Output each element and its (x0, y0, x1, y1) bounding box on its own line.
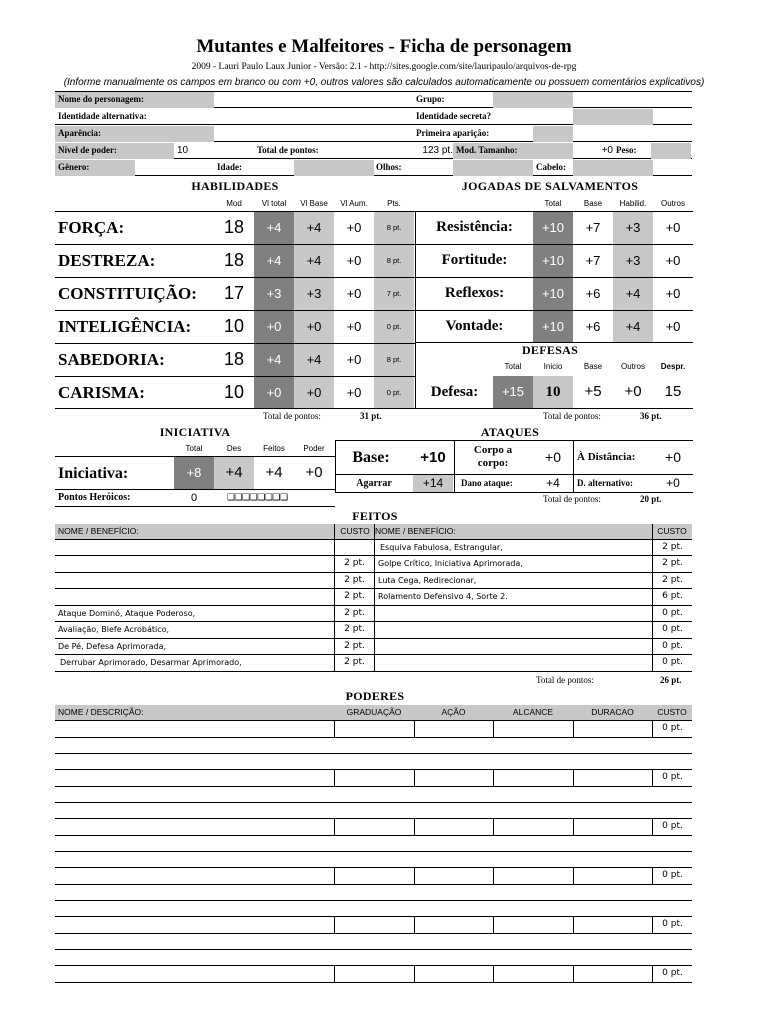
feat-name[interactable]: Luta Cega, Redirecionar, (378, 576, 477, 585)
defense-row (416, 376, 693, 409)
name-label: Nome do personagem: (55, 92, 214, 108)
save-hab: +3 (625, 253, 641, 268)
feats-col-cost-left: CUSTO (340, 526, 370, 536)
abilities-col-pts: Pts. (387, 199, 401, 208)
abilities-col-aum: Vl Aum. (340, 199, 368, 208)
feats-title: FEITOS (352, 509, 398, 523)
save-base[interactable]: +6 (585, 319, 601, 334)
size-mod-value[interactable]: +0 (601, 145, 613, 156)
save-name: Fortitude: (441, 252, 508, 268)
power-cost: 0 pt. (662, 772, 683, 782)
feat-cost: 2 pt. (344, 657, 365, 667)
total-points-label: Total de pontos: (257, 145, 319, 155)
powers-col-grad: GRADUAÇÃO (346, 707, 402, 717)
feat-cost: 2 pt. (344, 575, 365, 585)
saves-col-outros: Outros (660, 199, 685, 208)
feat-cost: 2 pt. (344, 608, 365, 618)
power-cost: 0 pt. (662, 919, 683, 929)
ability-row (55, 376, 415, 409)
ability-aum[interactable]: +0 (346, 385, 362, 400)
ability-aum[interactable]: +0 (346, 253, 362, 268)
ability-mod[interactable]: 17 (223, 283, 245, 303)
powers-col-duracao: DURACAO (591, 707, 634, 717)
hero-points-row (55, 490, 335, 507)
ability-mod[interactable]: 10 (223, 382, 245, 402)
power-cost: 0 pt. (662, 723, 683, 733)
sheet-note: (Informe manualmente os campos em branco ou com +0, outros valores são calculados automaticamente ou possuem comentários explicativos) (63, 77, 705, 88)
attack-base-label: Base: (352, 449, 390, 466)
power-block (55, 965, 692, 985)
grapple-label: Agarrar (356, 478, 392, 489)
feat-name[interactable]: Avaliação, Blefe Acrobático, (58, 625, 170, 634)
defenses-col-inicio: Inicio (543, 362, 563, 371)
ability-base: +3 (306, 286, 322, 301)
save-total: +10 (541, 253, 565, 268)
abilities-total-label: Total de pontos: (263, 411, 321, 421)
ability-total: +0 (266, 385, 282, 400)
save-base[interactable]: +7 (585, 220, 601, 235)
save-base[interactable]: +7 (585, 253, 601, 268)
feat-cost: 0 pt. (662, 657, 683, 667)
initiative-row (55, 456, 335, 490)
powers-col-custo: CUSTO (657, 707, 687, 717)
defenses-col-base: Base (583, 362, 603, 371)
save-total: +10 (541, 319, 565, 334)
group-field[interactable] (493, 92, 573, 108)
save-row (416, 310, 693, 343)
hero-points-value[interactable]: 0 (190, 492, 198, 504)
attacks-total-label: Total de pontos: (543, 494, 601, 504)
ability-name: INTELIGÊNCIA: (58, 317, 192, 336)
hair-label: Cabelo: (536, 162, 566, 172)
feat-cost: 0 pt. (662, 641, 683, 651)
saves-col-hab: Habilid. (619, 199, 647, 208)
eyes-field[interactable] (453, 160, 533, 176)
ability-total: +4 (266, 352, 282, 367)
ability-base: +0 (306, 385, 322, 400)
hero-points-label: Pontos Heróicos: (58, 492, 131, 503)
power-block (55, 720, 692, 769)
ability-base: +4 (306, 220, 322, 235)
ability-row (55, 244, 415, 277)
saves-col-total: Total (544, 199, 562, 208)
saves-table (416, 211, 693, 343)
feat-cost: 6 pt. (662, 591, 683, 601)
defense-outros[interactable]: +0 (624, 383, 642, 400)
feat-cost: 2 pt. (344, 591, 365, 601)
ability-name: CONSTITUIÇÃO: (58, 284, 197, 303)
initiative-name: Iniciativa: (58, 465, 129, 482)
save-name: Reflexos: (444, 285, 505, 301)
eyes-label: Olhos: (376, 162, 402, 172)
feat-name[interactable]: Rolamento Defensivo 4, Sorte 2. (378, 592, 508, 601)
feat-cost: 2 pt. (344, 558, 365, 568)
damage-label: Dano ataque: (461, 478, 513, 488)
save-base[interactable]: +6 (585, 286, 601, 301)
save-total: +10 (541, 220, 565, 235)
feat-name[interactable]: Ataque Dominó, Ataque Poderoso, (58, 609, 196, 618)
save-row (416, 211, 693, 244)
defenses-total-label: Total de pontos: (543, 411, 601, 421)
ability-mod[interactable]: 10 (223, 316, 245, 336)
power-block (55, 916, 692, 965)
ability-row (55, 343, 415, 376)
hair-field[interactable] (573, 160, 653, 176)
saves-title: JOGADAS DE SALVAMENTOS (461, 179, 639, 193)
saves-col-base: Base (583, 199, 603, 208)
defenses-title: DEFESAS (521, 343, 579, 357)
save-outros[interactable]: +0 (665, 286, 681, 301)
age-field[interactable] (294, 160, 374, 176)
ability-base: +4 (306, 352, 322, 367)
ability-mod[interactable]: 18 (223, 349, 245, 369)
feat-cost: 2 pt. (662, 542, 683, 552)
save-outros[interactable]: +0 (665, 220, 681, 235)
save-name: Vontade: (445, 318, 504, 334)
name-field[interactable] (214, 92, 413, 108)
attack-melee-label: Corpo a corpo: (473, 444, 513, 469)
abilities-title: HABILIDADES (191, 179, 279, 193)
powers-col-name: NOME / DESCRIÇÃO: (58, 707, 144, 717)
ability-pts: 8 pt. (386, 256, 402, 265)
ability-pts: 8 pt. (386, 223, 402, 232)
power-block (55, 769, 692, 818)
attack-base-value[interactable]: +10 (420, 449, 446, 466)
abilities-col-base: Vl Base (300, 199, 328, 208)
power-block (55, 818, 692, 867)
ability-aum[interactable]: +0 (346, 319, 362, 334)
first-appearance-label: Primeira aparição: (416, 128, 490, 138)
initiative-title: INICIATIVA (159, 425, 231, 439)
initiative-col-feitos: Feitos (263, 444, 285, 453)
defenses-col-despr: Despr. (660, 362, 686, 371)
save-name: Resistência: (436, 219, 513, 235)
group-label: Grupo: (416, 94, 445, 104)
attack-melee-value[interactable]: +0 (545, 449, 561, 465)
weight-field[interactable] (651, 143, 691, 159)
initiative-col-total: Total (185, 444, 203, 453)
feat-name[interactable]: Derrubar Aprimorado, Desarmar Aprimorado, (60, 658, 242, 667)
feats-col-name-left: NOME / BENEFÍCIO: (58, 526, 139, 536)
feat-cost: 2 pt. (662, 558, 683, 568)
ability-mod[interactable]: 18 (223, 250, 245, 270)
ability-mod[interactable]: 18 (223, 217, 245, 237)
powers-title: PODERES (345, 689, 405, 703)
feats-col-cost-right: CUSTO (657, 526, 687, 536)
defenses-col-outros: Outros (620, 362, 645, 371)
appearance-field[interactable] (214, 126, 413, 142)
ability-pts: 8 pt. (386, 355, 402, 364)
defense-inicio: 10 (545, 384, 561, 400)
power-cost: 0 pt. (662, 968, 683, 978)
size-mod-label: Mod. Tamanho: (453, 143, 573, 159)
defense-total: +15 (501, 384, 525, 399)
feat-cost: 2 pt. (662, 575, 683, 585)
initiative-poder[interactable]: +0 (305, 464, 323, 481)
ability-aum[interactable]: +0 (346, 352, 362, 367)
hero-points-boxes[interactable]: ❑❑❑❑❑❑❑❑ (227, 493, 288, 503)
save-hab: +3 (625, 220, 641, 235)
attack-ranged-label: À Distância: (577, 451, 636, 463)
total-points-value: 123 pt. (422, 145, 453, 156)
ability-base: +4 (306, 253, 322, 268)
powers-col-acao: AÇÃO (441, 707, 466, 717)
ability-name: CARISMA: (58, 383, 145, 402)
feats-col-name-right: NOME / BENEFÍCIO: (375, 526, 456, 536)
defense-despr: 15 (664, 383, 682, 400)
feats-total-value: 26 pt. (660, 675, 682, 685)
age-label: Idade: (217, 162, 243, 172)
ability-base: +0 (306, 319, 322, 334)
power-block (55, 867, 692, 916)
secret-identity-field[interactable] (573, 109, 653, 125)
ability-row (55, 211, 415, 244)
secret-identity-label: Identidade secreta? (416, 111, 492, 121)
first-appearance-field[interactable] (533, 126, 573, 142)
defense-name: Defesa: (430, 384, 479, 400)
initiative-col-des: Des (226, 444, 242, 453)
weight-label: Peso: (616, 145, 637, 155)
ability-name: SABEDORIA: (58, 350, 165, 369)
defenses-col-total: Total (504, 362, 522, 371)
alt-damage-value[interactable]: +0 (666, 476, 680, 490)
attacks-table (335, 440, 693, 492)
initiative-feitos: +4 (265, 464, 283, 481)
save-outros[interactable]: +0 (665, 253, 681, 268)
ability-aum[interactable]: +0 (346, 220, 362, 235)
damage-value: +4 (546, 476, 560, 490)
feat-cost: 2 pt. (344, 624, 365, 634)
abilities-total-value: 31 pt. (360, 411, 382, 421)
powers-col-alcance: ALCANCE (512, 707, 554, 717)
alt-identity-field[interactable] (214, 109, 413, 125)
feat-name[interactable]: Golpe Crítico, Iniciativa Aprimorada, (378, 559, 523, 568)
grapple-value: +14 (422, 476, 444, 490)
feat-name[interactable]: De Pé, Defesa Aprimorada, (58, 642, 167, 651)
appearance-label: Aparência: (55, 126, 214, 142)
defense-base[interactable]: +5 (584, 383, 602, 400)
sheet-subtitle: 2009 - Lauri Paulo Laux Junior - Versão: 2.1 - http://sites.google.com/site/lauripaulo/arquivos-de-rpg (191, 62, 577, 72)
initiative-total: +8 (186, 465, 202, 480)
initiative-des: +4 (225, 464, 243, 481)
defenses-total-value: 36 pt. (640, 411, 662, 421)
ability-aum[interactable]: +0 (346, 286, 362, 301)
abilities-col-mod: Mod (226, 199, 242, 208)
attacks-total-value: 20 pt. (640, 494, 662, 504)
feat-cost: 2 pt. (344, 641, 365, 651)
ability-pts: 0 pt. (386, 322, 402, 331)
gender-label: Gênero: (55, 160, 135, 176)
alt-identity-label: Identidade alternativa: (58, 111, 147, 121)
attack-ranged-value[interactable]: +0 (665, 449, 681, 465)
initiative-col-poder: Poder (303, 444, 325, 453)
ability-pts: 7 pt. (386, 289, 402, 298)
abilities-col-total: Vl total (261, 199, 287, 208)
abilities-table (55, 211, 415, 409)
power-level-label: Nível de poder: (55, 143, 174, 159)
alt-damage-label: D. alternativo: (577, 478, 633, 488)
ability-row (55, 277, 415, 310)
sheet-title: Mutantes e Malfeitores - Ficha de personagem (196, 36, 572, 57)
save-row (416, 244, 693, 277)
attacks-title: ATAQUES (480, 425, 540, 439)
ability-name: DESTREZA: (58, 251, 156, 270)
power-cost: 0 pt. (662, 870, 683, 880)
ability-name: FORÇA: (58, 218, 125, 237)
feats-total-label: Total de pontos: (536, 675, 594, 685)
powers-table (55, 705, 692, 987)
ability-total: +4 (266, 253, 282, 268)
ability-row (55, 310, 415, 343)
save-outros[interactable]: +0 (665, 319, 681, 334)
ability-total: +0 (266, 319, 282, 334)
save-row (416, 277, 693, 310)
power-cost: 0 pt. (662, 821, 683, 831)
ability-pts: 0 pt. (386, 388, 402, 397)
feat-name[interactable]: Esquiva Fabulosa, Estrangular, (380, 543, 503, 552)
power-level-value[interactable]: 10 (177, 145, 189, 156)
save-hab: +4 (625, 286, 641, 301)
feat-cost: 0 pt. (662, 624, 683, 634)
character-info (55, 91, 692, 176)
feat-cost: 0 pt. (662, 608, 683, 618)
feats-table (55, 524, 692, 672)
ability-total: +3 (266, 286, 282, 301)
save-hab: +4 (625, 319, 641, 334)
save-total: +10 (541, 286, 565, 301)
gender-field[interactable] (135, 160, 214, 176)
ability-total: +4 (266, 220, 282, 235)
